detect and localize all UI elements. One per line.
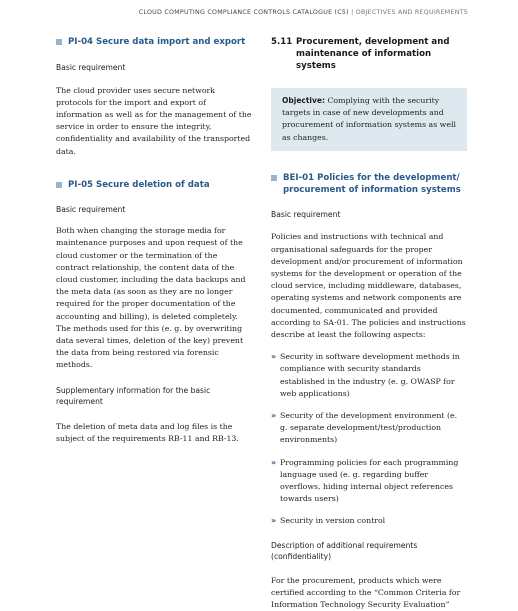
list-item bbox=[271, 410, 467, 447]
objective-box bbox=[271, 88, 467, 151]
list-item bbox=[271, 351, 467, 400]
pi04-title: PI-04 Secure data import and export bbox=[68, 37, 246, 47]
bei01-heading bbox=[271, 172, 467, 196]
bei01-title: BEI-01 Policies for the development/ procurement of information systems bbox=[283, 172, 461, 195]
left-column bbox=[56, 36, 252, 445]
bullet-text: Security of the development environment (e. g. separate development/test/production environments) bbox=[280, 410, 458, 445]
objective-text: Complying with the security targets in case of new developments and procurement of information systems as well as changes. bbox=[282, 96, 456, 142]
header-title: CLOUD COMPUTING COMPLIANCE CONTROLS CATALOGUE (C5) bbox=[138, 9, 349, 16]
bei01-basic-label: Basic requirement bbox=[271, 209, 341, 219]
bullet-text: Programming policies for each programming language used (e. g. regarding buffer overflows, hiding internal object references towards users) bbox=[280, 457, 459, 504]
chevron-right-icon: » bbox=[271, 457, 277, 467]
square-bullet-icon bbox=[271, 175, 277, 181]
pi05-basic-text: Both when changing the storage media for maintenance purposes and upon request of the cloud customer or the termination of the contract relationship, the content data of the cloud customer, including the data backups and the meta data (as soon as they are no longer required for the proper documentation of the accounting and billing), is deleted completely. The methods used for this (e. g. by overwriting data several times, deletion of the key) prevent the data from being restored via forensic methods. bbox=[56, 226, 246, 370]
chevron-right-icon: » bbox=[271, 410, 277, 420]
pi05-supp-text: The deletion of meta data and log files is the subject of the requirements RB-11 and RB-13. bbox=[56, 421, 239, 443]
bei01-additional-label: Description of additional requirements (confidentiality) bbox=[271, 540, 418, 562]
section-heading bbox=[271, 36, 467, 72]
objective-label: Objective: bbox=[282, 96, 325, 105]
pi04-basic-label: Basic requirement bbox=[56, 63, 126, 72]
running-header bbox=[30, 9, 468, 16]
right-column bbox=[271, 36, 467, 611]
pi05-supp-label: Supplementary information for the basic requirement bbox=[56, 385, 211, 407]
square-bullet-icon bbox=[56, 182, 62, 188]
pi05-heading bbox=[56, 179, 252, 191]
pi04-basic-text: The cloud provider uses secure network protocols for the import and export of information as well as for the management of the service in order to ensure the integrity, confidentiality and availability of the transported data. bbox=[56, 85, 252, 156]
square-bullet-icon bbox=[56, 39, 62, 45]
bullet-text: Security in software development methods in compliance with security standards established in the industry (e. g. OWASP for web applications) bbox=[280, 352, 460, 398]
pi05-title: PI-05 Secure deletion of data bbox=[68, 179, 210, 190]
pi04-heading bbox=[56, 36, 252, 48]
bullet-text: Security in version control bbox=[280, 516, 386, 526]
list-item bbox=[271, 457, 467, 506]
bei01-additional-text: For the procurement, products which were certified according to the “Common Criteria for Information Technology Security Evaluation” bbox=[271, 575, 461, 609]
list-item bbox=[271, 515, 467, 527]
chevron-right-icon: » bbox=[271, 352, 277, 362]
header-separator: | bbox=[351, 9, 354, 16]
section-title: Procurement, development and maintenance of information systems bbox=[296, 37, 450, 71]
pi05-basic-label: Basic requirement bbox=[56, 204, 126, 214]
section-number: 5.11 bbox=[271, 37, 293, 47]
chevron-right-icon: » bbox=[271, 516, 277, 526]
bei01-basic-text: Policies and instructions with technical and organisational safeguards for the proper development and/or procurement of information systems for the development or operation of the cloud service, including middleware, databases, operating systems and network components are documented, communicated and provided according to SA-01. The policies and instructions describe at least the following aspects: bbox=[271, 232, 466, 339]
header-subtitle: OBJECTIVES AND REQUIREMENTS bbox=[355, 9, 468, 16]
